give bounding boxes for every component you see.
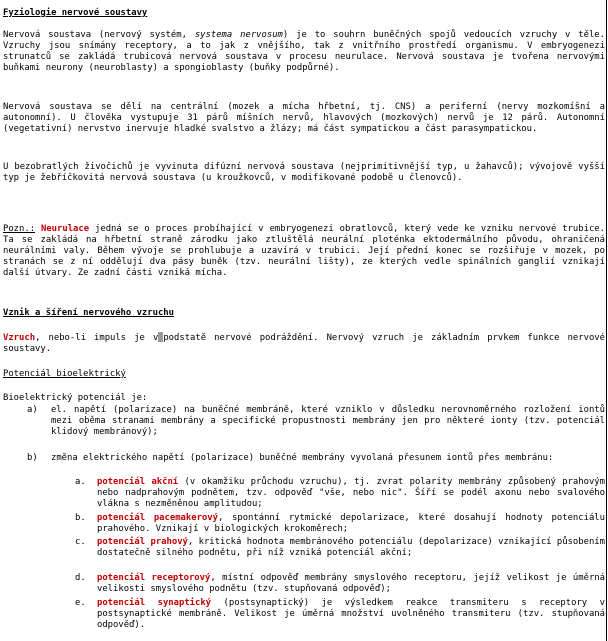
list-label-a: a) <box>27 405 38 415</box>
sublist-label-e: e. <box>75 598 86 608</box>
paragraph-division: Nervová soustava se dělí na centrální (mozek a mícha hřbetní, tj. CNS) a periferní (nervy mozkomíšní a autonomní). U člověka vystupuje 31 párů míšních nervů, hlavových (mozkových) nervů je 12 párů. Autonomní (vegetativní) nervstvo inervuje hladké svalstvo a žlázy; má část sympatickou a část parasympatickou. <box>3 102 605 134</box>
sublist-label-d: d. <box>75 573 86 583</box>
paragraph-invertebrates: U bezobratlých živočichů je vyvinuta difúzní nervová soustava (nejprimitivnější typ, u žahavců); vývojově vyšší typ je žebříčkovitá nervová soustava (u kroužkovců, v modifikované podobě u členovců). <box>3 162 605 183</box>
page-title: Fyziologie nervové soustavy <box>3 8 148 18</box>
paragraph-intro: Nervová soustava (nervový systém, systema nervosum) je to souhrn buněčných spojů vedoucích vzruchy v těle. Vzruchy jsou snímány receptory, a to jak z vnějšího, tak z vnitřního prostředí organismu. V embryogenezi strunatců se zakládá trubicová nervová soustava v procesu neurulace. Nervová soustava je tvořena nervovými buňkami neurony (neuroblasty) a spongioblasty (buňky podpůrné). <box>3 30 605 73</box>
sublist-label-b: b. <box>75 513 86 523</box>
list-item-a: el. napětí (polarizace) na buněčné membráně, které vzniklo v důsledku nerovnoměrného rozložení iontů mezi oběma stranami membrány a specifické propustnosti membrány jen pro některé ionty (tzv. potenciál klidový membránový); <box>51 405 605 437</box>
sublist-item-receptor: potenciál receptorový, místní odpověď membrány smyslového receptoru, jejíž velikost je úměrná velikosti smyslového podnětu (tzv. stupňovaná odpověď); <box>97 573 605 594</box>
sublist-item-pacemaker: potenciál pacemakerový, spontánní rytmické depolarizace, které dosahují hodnoty potenciálu prahového. Vznikají v biologických krokoměrech; <box>97 513 605 534</box>
sublist-label-c: c. <box>75 537 86 547</box>
page-border <box>606 0 607 641</box>
note-neurulation: Pozn.: Neurulace jedná se o proces probíhající v embryogenezi obratlovců, který vede ke vzniku nervové trubice. Ta se zakládá na hřbetní straně zárodku jako ztluštělá neurální ploténka ektodermálního původu, ohraničená neurálními valy. Během vývoje se prohlubuje a uzavírá v trubici. Její přední konec se rozšiřuje v mozek, po stranách se z ní oddělují dva pásy buněk (tzv. neurální lišty), ze kterých vedle spinálních ganglií vznikají další útvary. Ze zadní části vzniká mícha. <box>3 224 605 278</box>
list-label-b: b) <box>27 453 38 463</box>
sublist-item-threshold: potenciál prahový, kritická hodnota membránového potenciálu (depolarizace) vznikající působením dostatečně silného podnětu, při níž vzniká potenciál akční; <box>97 537 605 558</box>
section-heading-impulse: Vznik a šíření nervového vzruchu <box>3 308 174 318</box>
section-heading-potential: Potenciál bioelektrický <box>3 369 126 379</box>
sublist-item-synaptic: potenciál synaptický (postsynaptický) je výsledkem reakce transmiteru s receptory v postsynaptické membráně. Velikost je úměrná množství uvolněného transmiteru (tzv. stupňovaná odpověď). <box>97 598 605 630</box>
list-item-b: změna elektrického napětí (polarizace) buněčné membrány vyvolaná přesunem iontů přes membránu: <box>51 453 554 463</box>
paragraph-potential-intro: Bioelektrický potenciál je: <box>3 393 148 403</box>
paragraph-impulse: Vzruch, nebo-li impuls je v podstatě nervové podráždění. Nervový vzruch je základním prvkem funkce nervové soustavy. <box>3 333 605 354</box>
sublist-item-action: potenciál akční (v okamžiku průchodu vzruchu), tj. zvrat polarity membrány způsobený prahovým nebo nadprahovým podnětem, tzv. odpověď "vše, nebo nic". Šíří se podél axonu nebo svalového vlákna s nezměněnou amplitudou; <box>97 477 605 509</box>
sublist-label-a: a. <box>75 477 86 487</box>
